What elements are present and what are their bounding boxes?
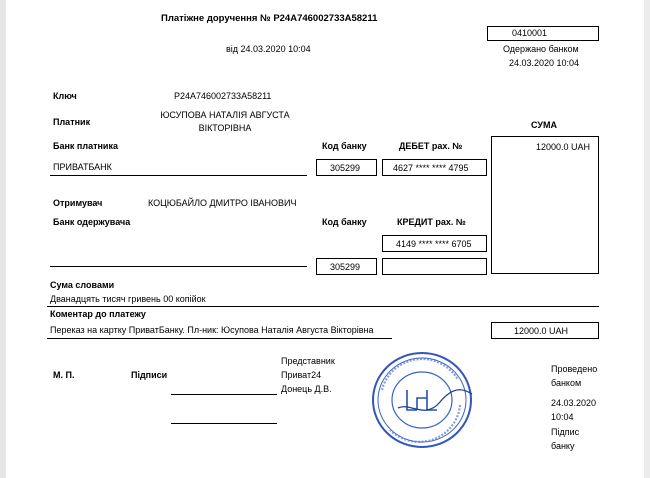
recipient-bank-code: 305299 xyxy=(330,262,361,272)
document-title: Платіжне доручення № P24A746002733A58211 xyxy=(161,13,378,24)
sum-header: СУМА xyxy=(531,120,557,130)
comment-amount: 12000.0 UAH xyxy=(514,326,569,336)
recipient-bank-code-label: Код банку xyxy=(322,217,367,227)
debit-account: 4627 **** **** 4795 xyxy=(393,163,469,173)
payer-bank-code: 305299 xyxy=(330,163,361,173)
payer-bank-name: ПРИВАТБАНК xyxy=(53,162,112,172)
processed-date: 24.03.2020 xyxy=(551,398,597,408)
sum-amount: 12000.0 UAH xyxy=(536,142,591,152)
recipient-bank-underline xyxy=(50,266,307,267)
signatures-label: Підписи xyxy=(131,370,168,380)
signature-line-2 xyxy=(171,423,277,424)
empty-account-box xyxy=(382,258,487,275)
document-date: від 24.03.2020 10:04 xyxy=(226,44,311,54)
mp-label: М. П. xyxy=(53,370,75,380)
sum-box xyxy=(491,136,599,274)
form-code: 0410001 xyxy=(512,28,548,38)
comment-value: Переказ на картку ПриватБанку. Пл-ник: Юсупова Наталія Августа Вікторівна xyxy=(50,325,374,335)
representative-line2: Приват24 xyxy=(281,370,322,380)
credit-account: 4149 **** **** 6705 xyxy=(396,239,472,249)
credit-account-label: КРЕДИТ рах. № xyxy=(397,217,466,227)
comment-label: Коментар до платежу xyxy=(50,309,146,319)
recipient-bank-label: Банк одержувача xyxy=(53,217,131,227)
key-value: P24A746002733A58211 xyxy=(174,91,272,101)
processed-line2: банком xyxy=(551,378,582,388)
received-date: 24.03.2020 10:04 xyxy=(509,58,580,68)
payer-bank-underline xyxy=(50,175,307,176)
sum-words-label: Сума словами xyxy=(50,280,115,290)
representative-line3: Донець Д.В. xyxy=(281,384,332,394)
debit-account-box xyxy=(382,159,487,176)
right-page-edge xyxy=(644,0,650,478)
debit-account-label: ДЕБЕТ рах. № xyxy=(399,141,463,151)
recipient-bank-code-box xyxy=(316,258,377,275)
payer-bank-label: Банк платника xyxy=(53,141,118,151)
payer-bank-code-label: Код банку xyxy=(322,141,367,151)
comment-underline xyxy=(47,338,392,339)
payer-label: Платник xyxy=(53,117,91,127)
received-label: Одержано банком xyxy=(503,44,579,54)
payer-name-line1: ЮСУПОВА НАТАЛІЯ АВГУСТА xyxy=(160,110,290,120)
credit-account-box xyxy=(382,235,487,252)
comment-amount-box xyxy=(491,322,599,339)
processed-line1: Проведено xyxy=(551,364,598,374)
bank-stamp-icon xyxy=(370,350,474,450)
bank-sign-line2: банку xyxy=(551,441,575,451)
recipient-label: Отримувач xyxy=(53,198,103,208)
recipient-name: КОЦЮБАЙЛО ДМИТРО ІВАНОВИЧ xyxy=(148,198,297,208)
representative-line1: Представник xyxy=(281,356,335,366)
form-code-box xyxy=(487,26,599,41)
key-label: Ключ xyxy=(53,91,77,101)
bank-sign-line1: Підпис xyxy=(551,427,580,437)
signature-line-1 xyxy=(171,394,277,395)
left-page-edge xyxy=(0,0,6,478)
sum-words-value: Дванадцять тисяч гривень 00 копійок xyxy=(50,294,206,304)
sum-words-underline xyxy=(47,306,599,307)
payer-name-line2: ВІКТОРІВНА xyxy=(198,123,252,133)
payer-bank-code-box xyxy=(316,159,377,176)
processed-time: 10:04 xyxy=(551,412,574,422)
